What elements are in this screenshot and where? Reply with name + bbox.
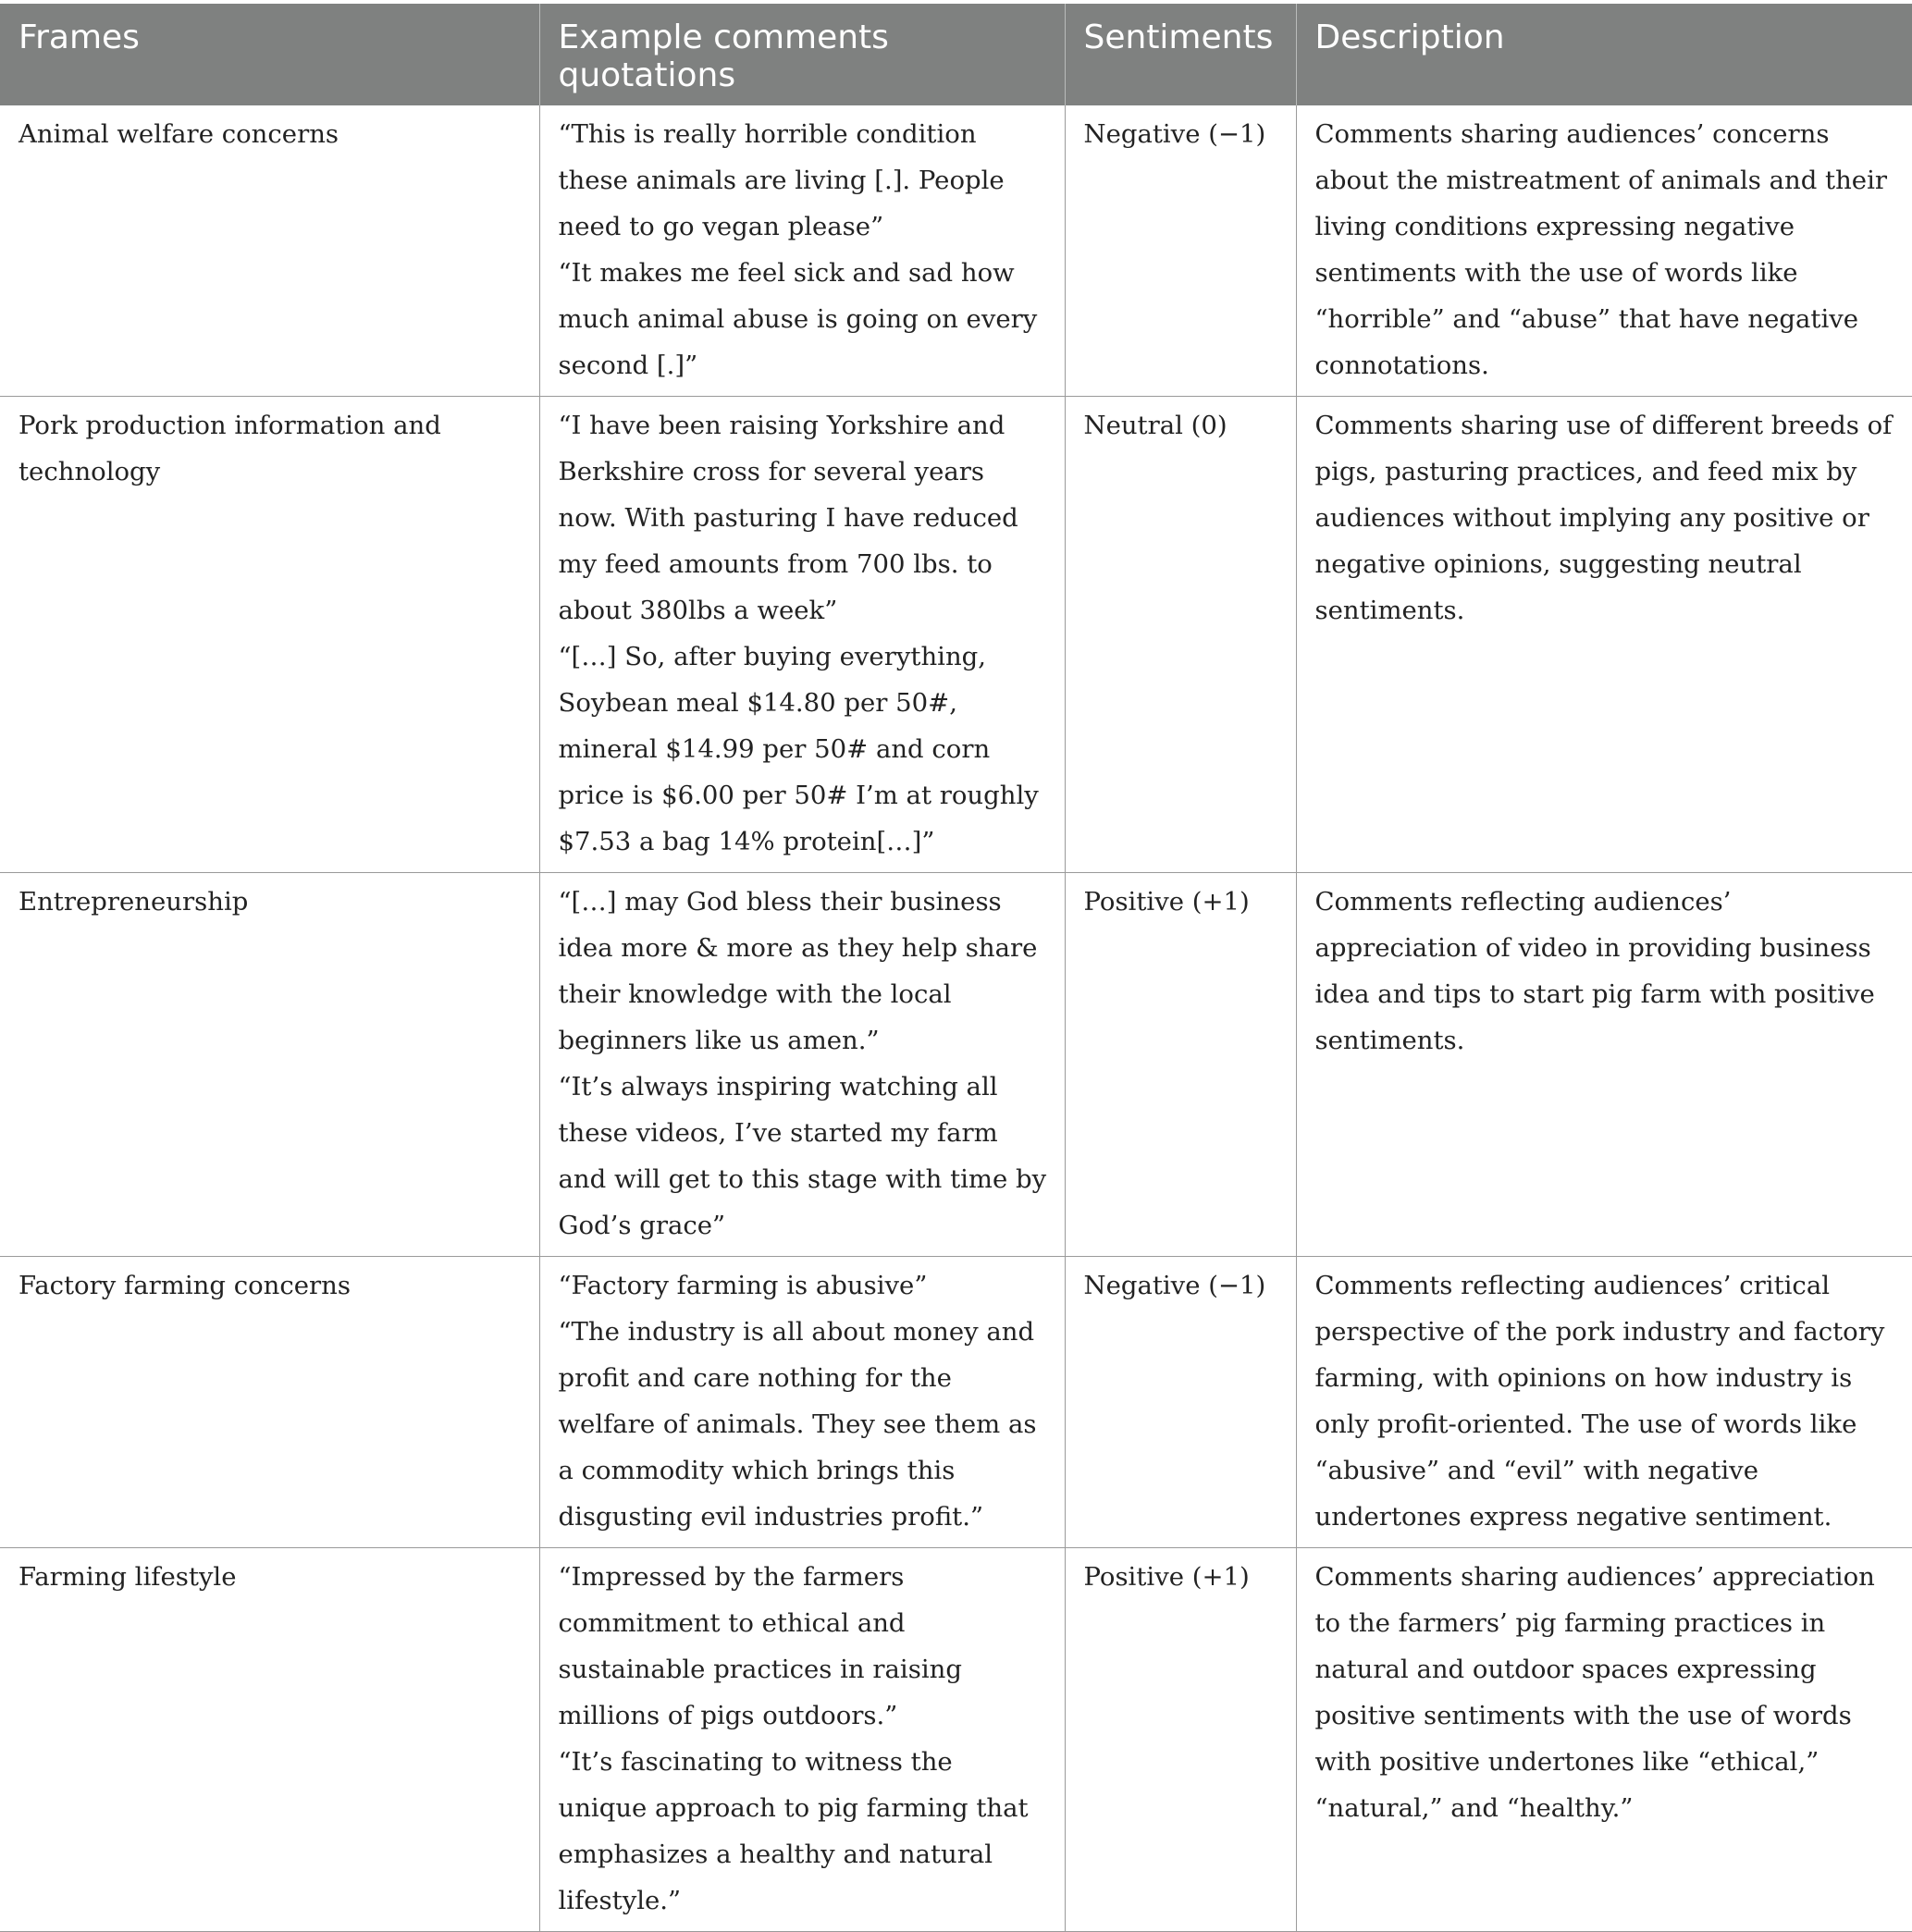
table-body [0,105,1912,1932]
description-cell: Comments reflecting audiences’ appreciation of video in providing business idea and tips to start pig farm with positive sentiments. [1296,873,1912,1257]
quotes-cell [539,105,1065,397]
table-row [0,873,1912,1257]
table-header [0,4,1912,105]
header-description: Description [1296,4,1912,105]
quotes-cell [539,1257,1065,1548]
quote: “Impressed by the farmers commitment to ethical and sustainable practices in raising millions of pigs outdoors.” [558,1562,962,1730]
description-cell: Comments reflecting audiences’ critical perspective of the pork industry and factory farming, with opinions on how industry is only profit-oriented. The use of words like “abusive” and “evil” with negative undertones express negative sentiment. [1296,1257,1912,1548]
quote: “[…] So, after buying everything, Soybean meal $14.80 per 50#, mineral $14.99 per 50# and corn price is $6.00 per 50# I’m at roughly $7.53 a bag 14% protein[…]” [558,642,1039,856]
frame-cell: Pork production information and technology [0,397,539,873]
quote: “[…] may God bless their business idea more & more as they help share their knowledge with the local beginners like us amen.” [558,887,1038,1055]
quotes-cell [539,1548,1065,1932]
header-example-comments: Example comments quotations [539,4,1065,105]
header-row [0,4,1912,105]
frame-cell: Entrepreneurship [0,873,539,1257]
description-cell: Comments sharing use of different breeds of pigs, pasturing practices, and feed mix by audiences without implying any positive or negative opinions, suggesting neutral sentiments. [1296,397,1912,873]
header-sentiments: Sentiments [1065,4,1296,105]
sentiment-cell: Negative (−1) [1065,105,1296,397]
table-row [0,1257,1912,1548]
quote: “This is really horrible condition these animals are living [.]. People need to go vegan please” [558,119,1005,241]
sentiment-cell: Positive (+1) [1065,1548,1296,1932]
quote: “The industry is all about money and profit and care nothing for the welfare of animals. They see them as a commodity which brings this disgusting evil industries profit.” [558,1317,1037,1532]
frames-table [0,4,1912,1932]
quote: “I have been raising Yorkshire and Berkshire cross for several years now. With pasturing I have reduced my feed amounts from 700 lbs. to about 380lbs a week” [558,411,1018,625]
quote: “It’s always inspiring watching all these videos, I’ve started my farm and will get to this stage with time by God’s grace” [558,1072,1047,1240]
sentiment-cell: Neutral (0) [1065,397,1296,873]
table-row [0,105,1912,397]
quotes-cell [539,397,1065,873]
table-row [0,397,1912,873]
sentiment-cell: Negative (−1) [1065,1257,1296,1548]
frames-table-container [0,4,1912,1932]
quote: “It makes me feel sick and sad how much animal abuse is going on every second [.]” [558,258,1038,380]
description-cell: Comments sharing audiences’ appreciation to the farmers’ pig farming practices in natural and outdoor spaces expressing positive sentiments with the use of words with positive undertones like “ethical,” “natural,” and “healthy.” [1296,1548,1912,1932]
quotes-cell [539,873,1065,1257]
quote: “It’s fascinating to witness the unique approach to pig farming that emphasizes a healthy and natural lifestyle.” [558,1747,1029,1915]
description-cell: Comments sharing audiences’ concerns about the mistreatment of animals and their living conditions expressing negative sentiments with the use of words like “horrible” and “abuse” that have negative connotations. [1296,105,1912,397]
header-frames: Frames [0,4,539,105]
frame-cell: Animal welfare concerns [0,105,539,397]
frame-cell: Factory farming concerns [0,1257,539,1548]
table-row [0,1548,1912,1932]
quote: “Factory farming is abusive” [558,1271,928,1300]
frame-cell: Farming lifestyle [0,1548,539,1932]
sentiment-cell: Positive (+1) [1065,873,1296,1257]
